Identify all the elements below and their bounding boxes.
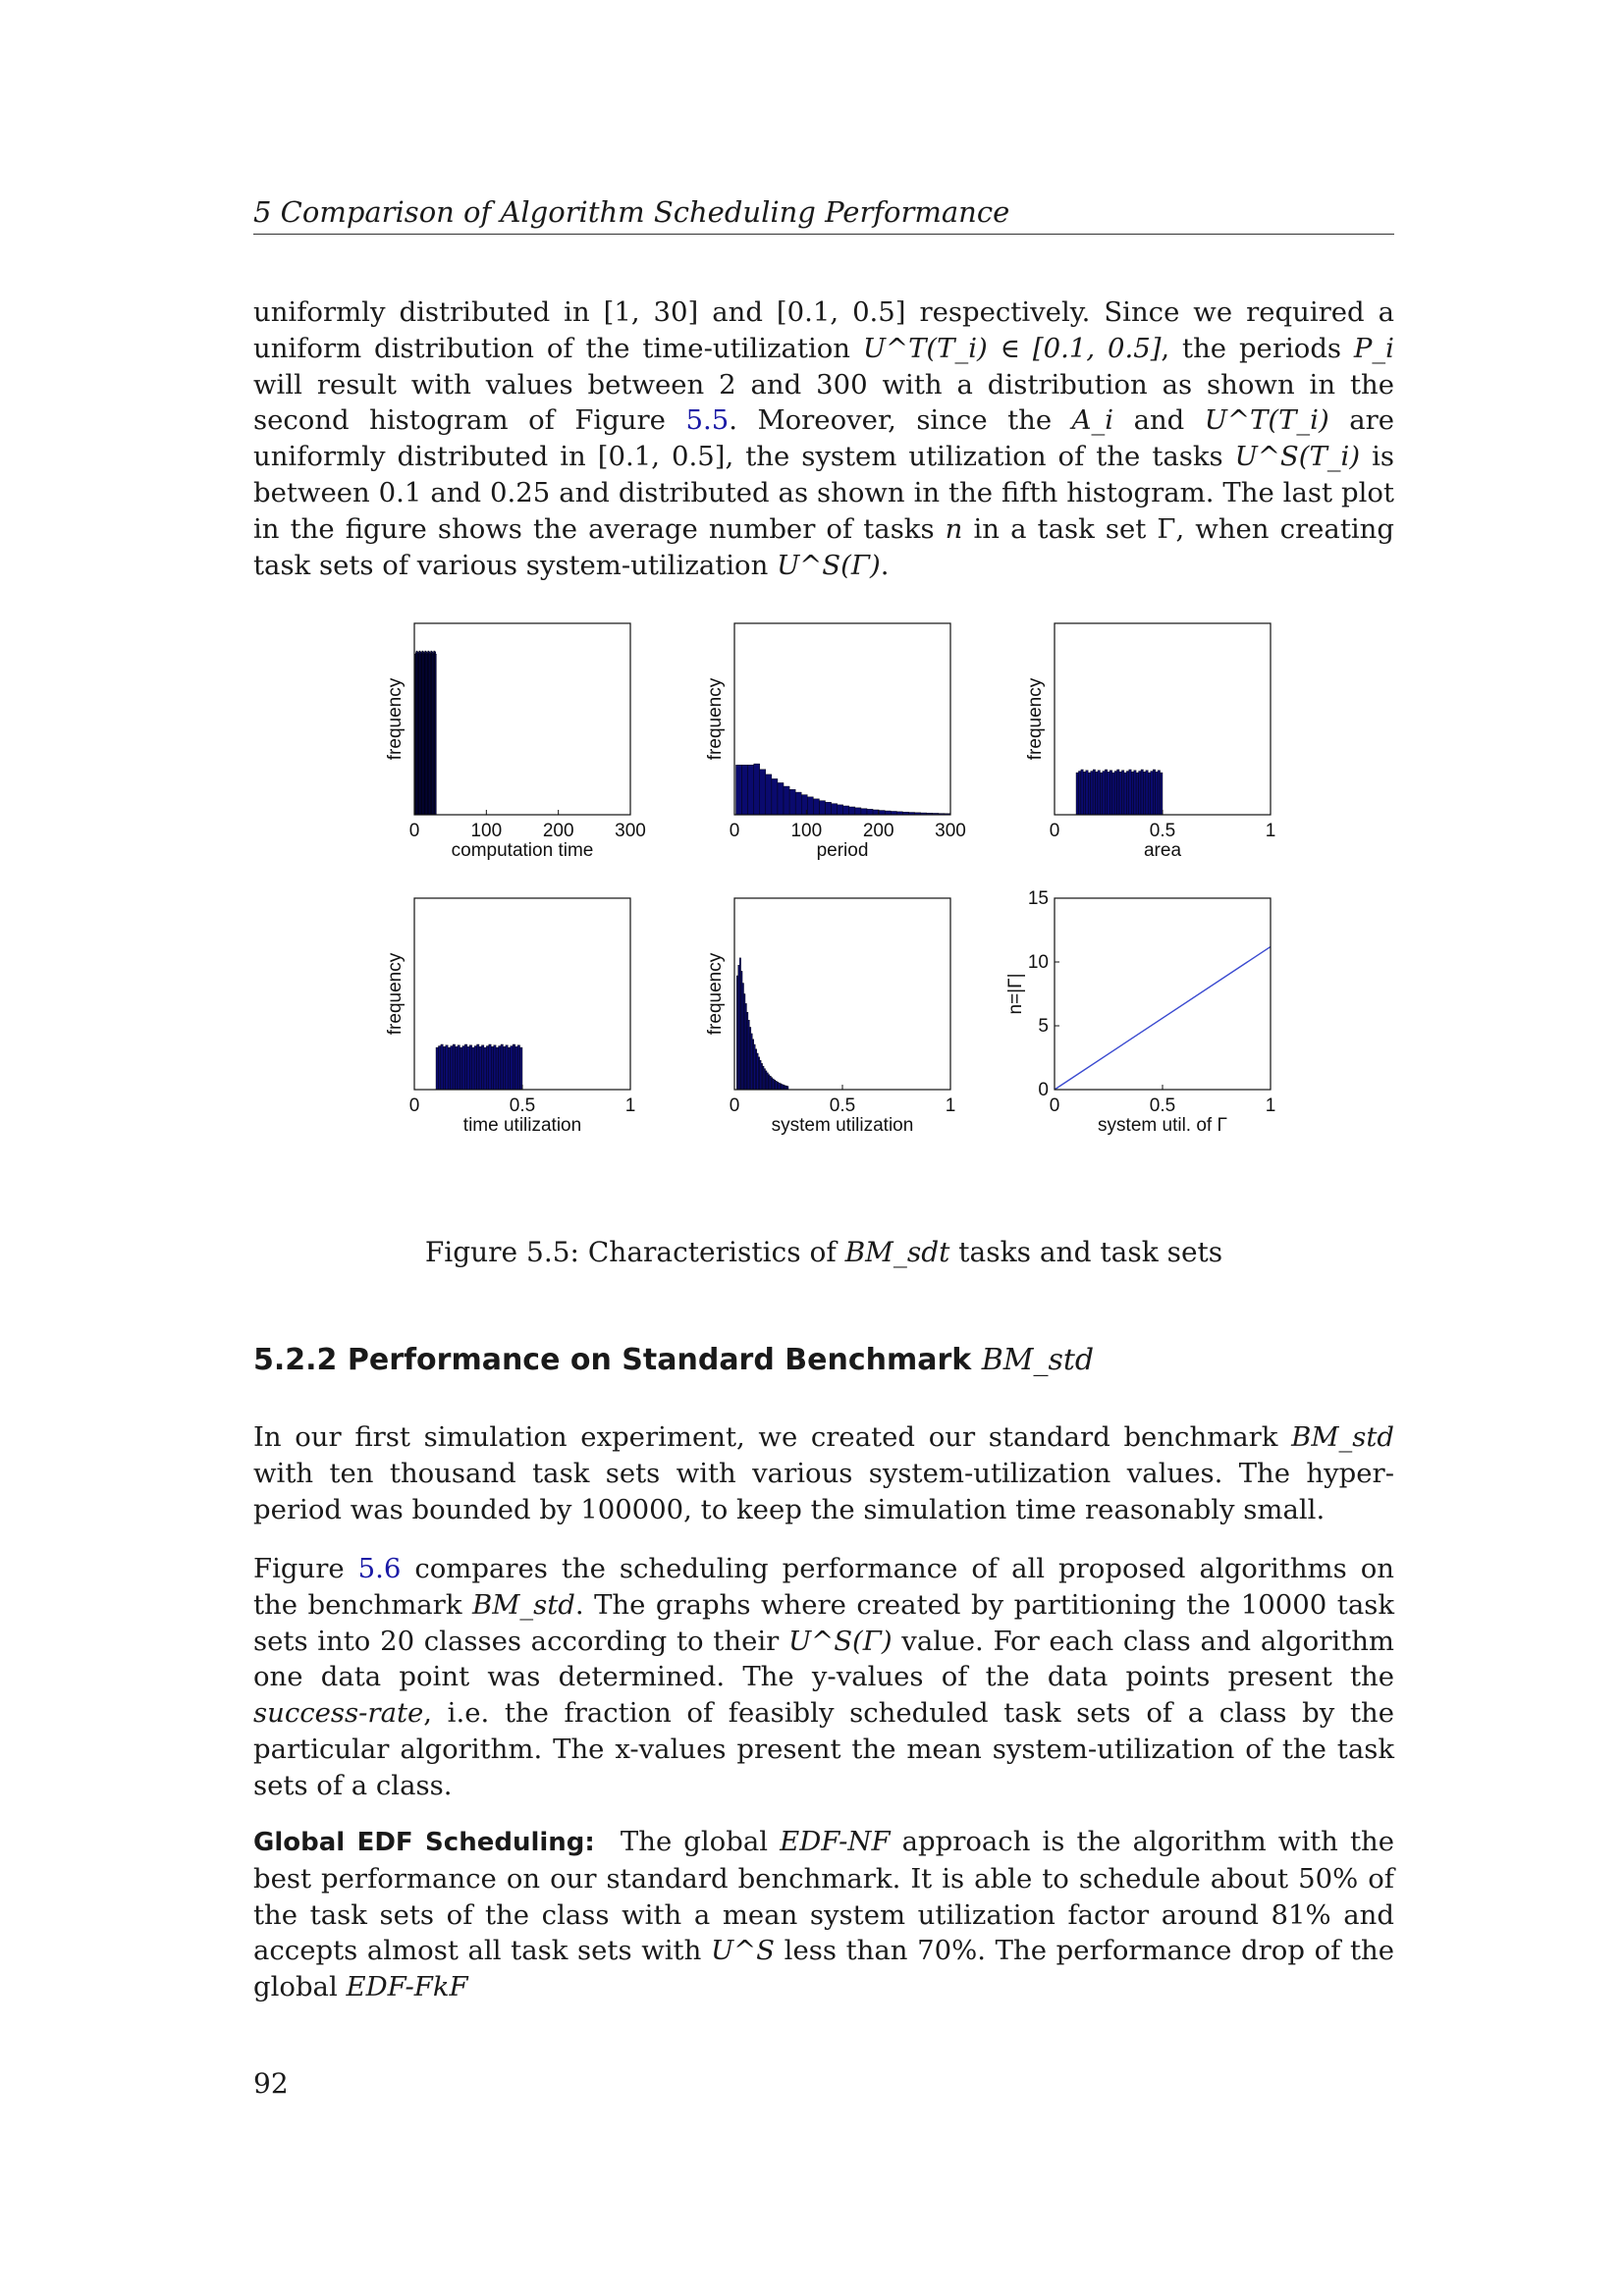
- figure-ref-link[interactable]: 5.5: [685, 404, 730, 437]
- histogram-bar: [1129, 770, 1131, 815]
- x-tick-label: 100: [790, 821, 823, 841]
- histogram-bar: [1136, 773, 1138, 815]
- x-axis-label: area: [1143, 840, 1182, 861]
- x-tick-label: 200: [862, 821, 894, 841]
- histogram-bar: [1117, 770, 1119, 815]
- y-axis-label: frequency: [705, 952, 726, 1036]
- histogram-bar: [477, 1044, 479, 1090]
- histogram-bar: [819, 801, 825, 815]
- x-tick-label: 0: [729, 821, 740, 841]
- histogram-bar: [741, 971, 742, 1090]
- histogram-bar: [481, 1045, 483, 1090]
- x-tick-label: 0.5: [1149, 1095, 1176, 1116]
- histogram-bar: [761, 1063, 762, 1090]
- histogram-bar: [496, 1047, 498, 1090]
- paragraph-global-edf: Global EDF Scheduling: The global EDF-NF approach is the algorithm with the best performance on our standard benchmark. It is able to schedule about 50% of the task sets of the class with a mean system utilization factor around 81% and accepts almost all task sets with U^S less than 70%. The performance drop of the global EDF-FkF: [253, 1826, 1395, 2003]
- y-axis-label: frequency: [705, 677, 726, 761]
- histogram-bar: [843, 806, 849, 815]
- histogram-bar: [1108, 772, 1110, 815]
- histogram-bar: [1076, 773, 1078, 815]
- paragraph-figure-5-6: Figure 5.6 compares the scheduling performance of all proposed algorithms on the benchmark BM_std. The graphs where created by partitioning the 10000 task sets into 20 classes according to their U^S(Γ) value. For each class and algorithm one data point was determined. The y-values of the data points present the success-rate, i.e. the fraction of feasibly scheduled task sets of a class by the particular algorithm. The x-values present the mean system-utilization of the task sets of a class.: [253, 1553, 1394, 1801]
- histogram-bar: [760, 770, 766, 815]
- x-tick-label: 0: [1049, 821, 1060, 841]
- histogram-bar: [489, 1044, 491, 1090]
- histogram-bar: [736, 976, 737, 1090]
- y-tick-label: 15: [1027, 888, 1049, 909]
- y-tick-label: 0: [1038, 1080, 1049, 1100]
- x-tick-label: 1: [624, 1095, 636, 1116]
- histogram-bar: [438, 1046, 440, 1090]
- histogram-bar: [773, 1079, 774, 1090]
- histogram-bar: [779, 1083, 780, 1090]
- section-title: 5.2.2 Performance on Standard Benchmark BM_std: [253, 1343, 1095, 1377]
- histogram-bar: [513, 1044, 514, 1090]
- histogram-bar: [1103, 772, 1105, 815]
- histogram-bar: [484, 1047, 486, 1090]
- subplot-3: [1055, 623, 1271, 815]
- running-header: [253, 192, 1394, 235]
- figure-caption: Figure 5.5: Characteristics of BM_sdt tasks and task sets: [424, 1236, 1223, 1268]
- subplot-6: [1055, 898, 1271, 1090]
- histogram-bar: [1156, 772, 1158, 815]
- histogram-bar: [1093, 770, 1095, 815]
- histogram-bar: [441, 1044, 443, 1090]
- subplot-5: [734, 898, 950, 1090]
- histogram-bar: [1100, 773, 1102, 815]
- histogram-bar: [861, 809, 867, 815]
- y-axis-label: frequency: [1025, 677, 1046, 761]
- intro-paragraph: uniformly distributed in [1, 30] and [0.1, 0.5] respectively. Since we required a uniform distribution of the time-utilization U^T(T_i) ∈ [0.1, 0.5], the periods P_i will result with values between 2 and 300 with a distribution as shown in the second histogram of Figure 5.5. Moreover, since the A_i and U^T(T_i) are uniformly distributed in [0.1, 0.5], the system utilization of the tasks U^S(T_i) is between 0.1 and 0.25 and distributed as shown in the fifth histogram. The last plot in the figure shows the average number of tasks n in a task set Γ, when creating task sets of various system-utilization U^S(Γ).: [253, 296, 1395, 581]
- y-axis-label: frequency: [385, 677, 406, 761]
- histogram-bar: [503, 1046, 505, 1090]
- x-tick-label: 300: [935, 821, 966, 841]
- histogram-bar: [1078, 772, 1080, 815]
- figure-grid: [353, 599, 1296, 1168]
- histogram-bar: [748, 765, 754, 815]
- histogram-bar: [751, 1034, 752, 1090]
- data-line: [1055, 946, 1271, 1090]
- figure-5-5: [353, 599, 1296, 1168]
- histogram-bar: [1105, 770, 1107, 815]
- histogram-bar: [742, 765, 748, 815]
- histogram-bar: [776, 1081, 777, 1090]
- histogram-bar: [1112, 773, 1114, 815]
- x-axis-label: time utilization: [462, 1115, 582, 1136]
- histogram-bar: [479, 1046, 481, 1090]
- histogram-bar: [757, 1053, 758, 1090]
- histogram-bar: [782, 1084, 783, 1090]
- histogram-bar: [745, 1003, 746, 1090]
- y-tick-label: 5: [1038, 1016, 1049, 1037]
- histogram-bar: [879, 811, 885, 815]
- histogram-bar: [464, 1044, 466, 1090]
- x-tick-label: 0: [1049, 1095, 1060, 1116]
- y-axis-label: n=|Γ|: [1005, 973, 1026, 1015]
- histogram-bar: [783, 1085, 784, 1090]
- histogram-bar: [511, 1046, 513, 1090]
- histogram-bar: [1126, 772, 1128, 815]
- histogram-bar: [474, 1046, 476, 1090]
- histogram-bar: [1088, 773, 1090, 815]
- histogram-bar: [1081, 770, 1083, 815]
- x-tick-label: 1: [1265, 1095, 1276, 1116]
- subplot-1: [414, 623, 630, 815]
- histogram-bar: [770, 1076, 771, 1090]
- histogram-bar: [826, 802, 832, 815]
- x-axis-label: system util. of Γ: [1098, 1115, 1227, 1136]
- x-tick-label: 0: [408, 1095, 420, 1116]
- page-number: 92: [253, 2067, 289, 2100]
- histogram-bar: [754, 764, 760, 815]
- histogram-bar: [448, 1047, 450, 1090]
- histogram-bar: [1086, 771, 1088, 815]
- histogram-bar: [1139, 772, 1141, 815]
- histogram-bar: [462, 1046, 464, 1090]
- histogram-bar: [763, 1066, 764, 1090]
- histogram-bar: [778, 782, 784, 815]
- histogram-bar: [755, 1049, 756, 1090]
- histogram-bar: [777, 1082, 778, 1090]
- histogram-bar: [1131, 772, 1133, 815]
- x-tick-label: 0.5: [509, 1095, 536, 1116]
- x-tick-label: 0: [408, 821, 420, 841]
- histogram-bar: [748, 1020, 749, 1090]
- histogram-bar: [1146, 771, 1148, 815]
- x-tick-label: 1: [1265, 821, 1276, 841]
- histogram-bar: [1096, 772, 1098, 815]
- histogram-bar: [789, 789, 795, 815]
- x-tick-label: 1: [945, 1095, 956, 1116]
- histogram-bar: [772, 778, 778, 815]
- histogram-bar: [742, 984, 743, 1090]
- histogram-bar: [508, 1047, 510, 1090]
- histogram-bar: [739, 958, 740, 1090]
- histogram-bar: [491, 1046, 493, 1090]
- histogram-bar: [838, 805, 843, 815]
- x-tick-label: 300: [615, 821, 646, 841]
- histogram-bar: [1091, 772, 1093, 815]
- histogram-bar: [832, 804, 838, 815]
- histogram-bar: [795, 792, 801, 815]
- histogram-bar: [768, 1075, 769, 1090]
- histogram-bar: [771, 1078, 772, 1090]
- histogram-bar: [1119, 772, 1121, 815]
- histogram-bar: [517, 1045, 519, 1090]
- histogram-bar: [1153, 770, 1155, 815]
- histogram-bar: [1141, 770, 1143, 815]
- histogram-bar: [446, 1045, 448, 1090]
- histogram-bar: [749, 1027, 750, 1090]
- histogram-bar: [746, 1012, 747, 1090]
- histogram-bar: [867, 809, 873, 815]
- histogram-bar: [784, 786, 789, 815]
- histogram-bar: [754, 1044, 755, 1090]
- histogram-bar: [849, 807, 855, 815]
- histogram-bar: [486, 1046, 488, 1090]
- histogram-bar: [780, 1084, 781, 1090]
- x-axis-label: system utilization: [771, 1115, 914, 1136]
- subplot-2: [734, 623, 950, 815]
- x-tick-label: 200: [542, 821, 574, 841]
- histogram-bar: [1098, 771, 1100, 815]
- histogram-bar: [735, 765, 741, 815]
- run-in-heading: Global EDF Scheduling:: [253, 1828, 595, 1857]
- histogram-bar: [456, 1046, 458, 1090]
- histogram-bar: [494, 1045, 496, 1090]
- histogram-bar: [443, 1046, 445, 1090]
- histogram-bar: [435, 654, 436, 815]
- y-tick-label: 10: [1027, 952, 1049, 973]
- histogram-bar: [520, 1047, 522, 1090]
- histogram-bar: [469, 1045, 471, 1090]
- histogram-bar: [766, 774, 772, 815]
- histogram-bar: [458, 1045, 460, 1090]
- histogram-bar: [744, 993, 745, 1090]
- histogram-bar: [1158, 771, 1160, 815]
- histogram-bar: [764, 1069, 765, 1090]
- histogram-bar: [1114, 772, 1116, 815]
- subplot-4: [414, 898, 630, 1090]
- x-axis-label: period: [816, 840, 869, 861]
- histogram-bar: [1124, 773, 1126, 815]
- paragraph-benchmark: In our first simulation experiment, we created our standard benchmark BM_std with ten thousand task sets with various system-utilization values. The hyper-period was bounded by 100000, to keep the simulation time reasonably small.: [253, 1421, 1394, 1525]
- histogram-bar: [807, 797, 813, 815]
- math-ut-range: U^T(T_i) ∈ [0.1, 0.5]: [862, 332, 1162, 364]
- histogram-bar: [1083, 772, 1085, 815]
- histogram-bar: [460, 1047, 461, 1090]
- histogram-bar: [855, 808, 861, 815]
- histogram-bar: [515, 1046, 517, 1090]
- histogram-bar: [1161, 773, 1163, 815]
- histogram-bar: [499, 1046, 501, 1090]
- histogram-bar: [813, 799, 819, 815]
- figure-ref-link-5-6[interactable]: 5.6: [357, 1553, 402, 1584]
- histogram-bar: [766, 1071, 767, 1090]
- histogram-bar: [752, 1040, 753, 1090]
- histogram-bar: [1151, 772, 1153, 815]
- histogram-bar: [760, 1060, 761, 1090]
- plot-frame: [414, 623, 630, 815]
- x-tick-label: 0.5: [829, 1095, 856, 1116]
- histogram-bar: [738, 965, 739, 1090]
- x-axis-label: computation time: [451, 840, 594, 861]
- x-tick-label: 100: [470, 821, 503, 841]
- histogram-bar: [472, 1047, 474, 1090]
- histogram-bar: [506, 1045, 508, 1090]
- histogram-bar: [467, 1046, 469, 1090]
- histogram-bar: [1121, 771, 1123, 815]
- histogram-bar: [1110, 771, 1111, 815]
- histogram-bar: [767, 1073, 768, 1090]
- y-axis-label: frequency: [385, 952, 406, 1036]
- histogram-bar: [453, 1044, 455, 1090]
- histogram-bar: [501, 1044, 503, 1090]
- histogram-bar: [1134, 771, 1136, 815]
- x-tick-label: 0.5: [1149, 821, 1176, 841]
- histogram-bar: [774, 1080, 775, 1090]
- histogram-bar: [1143, 772, 1145, 815]
- plot-frame: [734, 898, 950, 1090]
- histogram-bar: [451, 1046, 453, 1090]
- histogram-bar: [758, 1057, 759, 1090]
- chapter-title: 5 Comparison of Algorithm Scheduling Performance: [253, 195, 1010, 229]
- histogram-bar: [436, 1047, 438, 1090]
- x-tick-label: 0: [729, 1095, 740, 1116]
- histogram-bar: [1148, 773, 1150, 815]
- plot-frame: [1055, 898, 1271, 1090]
